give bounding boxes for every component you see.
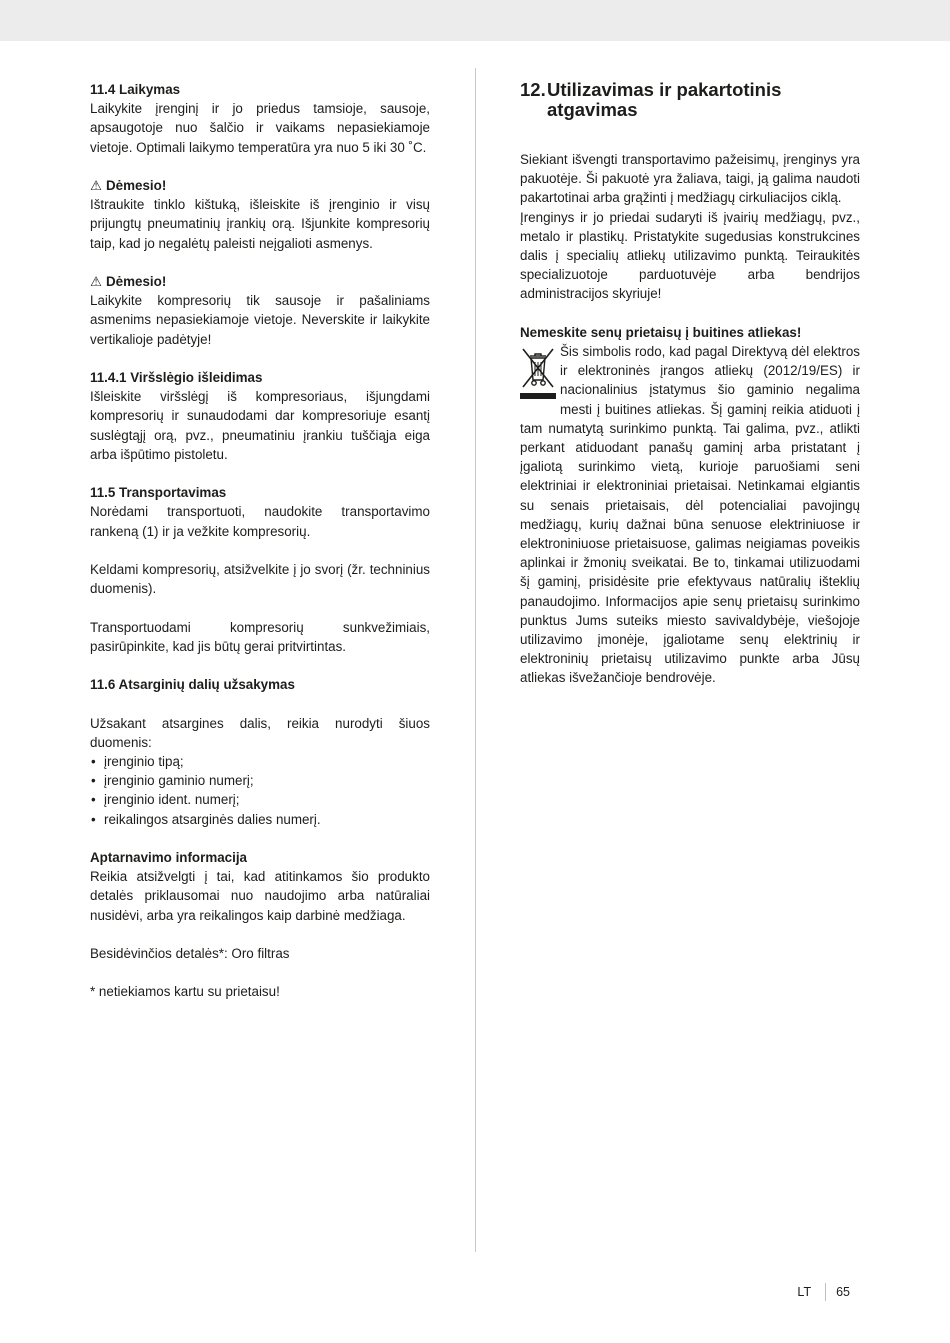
list-item: • įrenginio ident. numerį; xyxy=(90,790,430,809)
section-11-4-text: Laikykite įrenginį ir jo priedus tamsioje, sausoje, apsaugotoje nuo šalčio ir vaikams nepasiekiamoje vietoje. Optimali laikymo temperatūra yra nuo 5 iki 30 ˚C. xyxy=(90,101,430,155)
section-11-5-para-1: Norėdami transportuoti, naudokite transportavimo rankeną (1) ir ja vežkite kompresorių. xyxy=(90,504,430,539)
crossed-out-wheelie-bin-icon xyxy=(520,345,556,405)
warning-1-title: Dėmesio! xyxy=(106,178,167,193)
section-11-4-title: 11.4 Laikymas xyxy=(90,82,181,97)
warning-1-text: Ištraukite tinklo kištuką, išleiskite iš įrenginio ir visų prijungtų pneumatinių įrankių orą. Išjunkite kompresorių taip, kad jo negalėtų paleisti neįgalioti asmenys. xyxy=(90,197,430,251)
warning-triangle-icon: ⚠ xyxy=(90,274,103,289)
section-11-6-intro: Užsakant atsargines dalis, reikia nurodyti šiuos duomenis: xyxy=(90,715,430,750)
footnote: * netiekiamos kartu su prietaisu! xyxy=(90,984,280,1000)
language-code: LT xyxy=(797,1285,812,1299)
weee-title: Nemeskite senų prietaisų į buitines atliekas! xyxy=(520,324,802,340)
warning-2-text: Laikykite kompresorių tik sausoje ir pašaliniams asmenims nepasiekiamoje vietoje. Neverskite ir laikykite vertikalioje padėtyje! xyxy=(90,293,430,347)
service-info-text: Reikia atsižvelgti į tai, kad atitinkamos šio produkto detalės priklausomai nuo naudojimo arba natūraliai nusidėvi, arba yra reikalingos kaip darbinė medžiaga. xyxy=(90,869,430,923)
section-11-5-title: 11.5 Transportavimas xyxy=(90,485,227,501)
section-11-5-para-2: Keldami kompresorių, atsižvelkite į jo svorį (žr. techninius duomenis). xyxy=(90,562,430,597)
warning-2-heading xyxy=(90,272,430,291)
weee-text: Šis simbolis rodo, kad pagal Direktyvą dėl elektros ir elektroninės įrangos atliekų (2012/19/ES) ir nacionalinius įstatymus šio gaminio negalima mesti į buitines atliekas. Šį gaminį reikia atiduoti į tam numatytą surinkimo punktą. Tai galima, pvz., atlikti perkant atiduodant panašų gaminį arba pristatant į įgaliotą surinkimo vietą, kurioje paruošiami seni elektriniai ir elektroniniai prietaisai. Netinkamai elgiantis su senais prietaisais, dėl potencialiai pavojingų medžiagų, kurių dažnai būna senuose elektriniuose ir elektroniniuose prietaisuose, galimas neigiamas poveikis aplinkai ir žmonių sveikatai. Be to, tinkamai utilizuodami šį gaminį, prisidėsite prie efektyvaus natūralių išteklių panaudojimo. Informacijos apie senų prietaisų surinkimo punktus Jums suteiks miesto savivaldybėje, viešojoje utilizavimo įmonėje, įgaliotame senų elektrinių ir elektroninių prietaisų utilizavimo punkte arba Jūsų atliekas išvežančioje bendrovėje. xyxy=(520,344,860,686)
top-bar xyxy=(0,0,950,41)
left-column xyxy=(90,80,430,1002)
section-11-5-para-3: Transportuodami kompresorių sunkvežimiais, pasirūpinkite, kad jis būtų gerai pritvirtintas. xyxy=(90,619,430,654)
list-item: • įrenginio tipą; xyxy=(90,752,430,771)
service-info-title: Aptarnavimo informacija xyxy=(90,849,248,865)
section-11-4-1-text: Išleiskite viršslėgį iš kompresoriaus, išjungdami kompresorių ir sunaudodami dar kompresoriuje esantį suslėgtąjį orą, pvz., pneumatiniu įrankiu tuščiąja eiga arba išpūtimo pistoletu. xyxy=(90,389,430,462)
chapter-title: Utilizavimas ir pakartotinis atgavimas xyxy=(547,79,782,120)
chapter-12-heading xyxy=(520,80,860,120)
column-divider xyxy=(475,68,476,1252)
chapter-number: 12. xyxy=(520,79,546,100)
page-footer xyxy=(797,1283,850,1301)
warning-1-heading xyxy=(90,176,430,195)
right-column xyxy=(520,80,860,688)
list-item: • reikalingos atsarginės dalies numerį. xyxy=(90,810,430,829)
warning-2-title: Dėmesio! xyxy=(106,274,167,289)
section-11-6-title: 11.6 Atsarginių dalių užsakymas xyxy=(90,677,295,693)
warning-triangle-icon: ⚠ xyxy=(90,178,103,193)
wear-parts-text: Besidėvinčios detalės*: Oro filtras xyxy=(90,945,290,961)
section-11-4-1-title: 11.4.1 Viršslėgio išleidimas xyxy=(90,370,263,385)
list-item: • įrenginio gaminio numerį; xyxy=(90,771,430,790)
weee-block xyxy=(520,342,860,688)
weee-bar xyxy=(520,393,556,399)
wheelie-bin-svg xyxy=(520,345,556,389)
disposal-para-2: Įrenginys ir jo priedai sudaryti iš įvairių medžiagų, pvz., metalo ir plastikų. Pristatykite sugedusias konstrukcines dalis į specialių atliekų utilizavimo punktą. Teiraukitės specializuotoje parduotuvėje arba bendrijos administracijos skyriuje! xyxy=(520,209,860,302)
disposal-para-1: Siekiant išvengti transportavimo pažeisimų, įrenginys yra pakuotėje. Ši pakuotė yra žaliava, taigi, ją galima naudoti pakartotinai arba grąžinti į medžiagų cirkuliacijos ciklą. xyxy=(520,152,860,206)
spare-parts-list xyxy=(90,752,430,829)
page-number: 65 xyxy=(836,1285,850,1299)
